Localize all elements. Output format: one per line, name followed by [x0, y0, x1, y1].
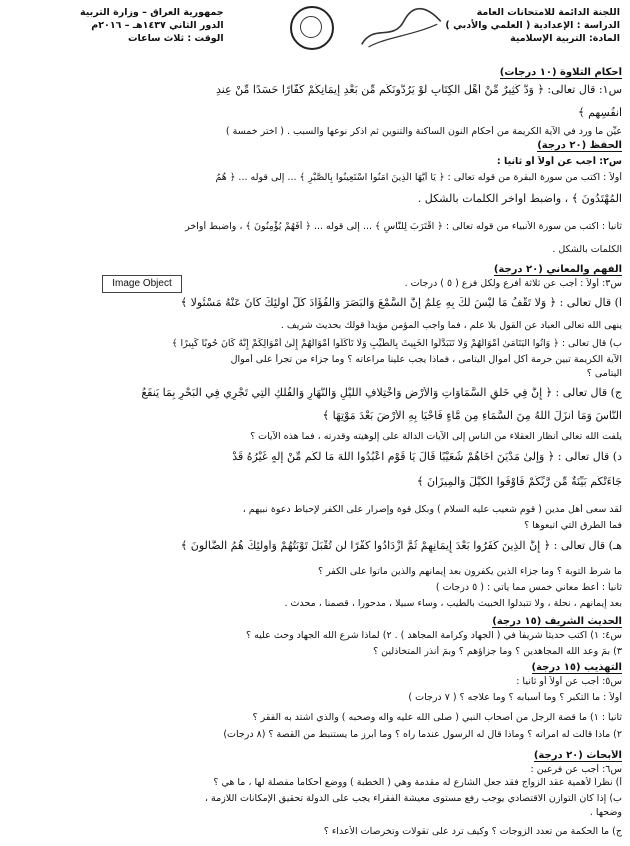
image-object-tooltip: Image Object [102, 275, 182, 293]
question-line: أ) قال تعالى : ﴿ وَلَا تَقْفُ مَا لَيْسَ لَكَ بِهِ عِلْمٌ إِنَّ السَّمْعَ وَالْبَصَرَ وَالْفُؤَادَ كُلُّ أُولَٰئِكَ كَانَ عَنْهُ مَسْئُولًا ﴾ [180, 296, 622, 309]
question-line: س٢: أجب عن أولاً أو ثانياً : [496, 156, 622, 168]
question-line: ثانياً : اكتب من سورة الأنبياء من قوله تعالى : ﴿ اقْتَرَبَ لِلنَّاسِ ﴾ ... إلى قوله ... ﴿ أَفَهُمْ يُؤْمِنُونَ ﴾ ، واضبط أواخر [185, 220, 622, 232]
question-line: س٥: أجب عن أولاً أو ثانياً : [516, 676, 622, 688]
question-line: ج) ما الحكمة من تعدد الزوجات ؟ وكيف ترد على تقولات وتخرصات الأعداء ؟ [323, 825, 622, 837]
question-line: س٦: أجب عن فرعين : [530, 763, 622, 775]
section-heading-text: الأبحاث (٢٠ درجة) [533, 749, 622, 761]
ministry-seal-icon [290, 6, 334, 50]
question-line: يلفت الله تعالى أنظار العقلاء من الناس إلى الآيات الدالة على إلوهيته وقدرته ، فما هذه الآيات ؟ [250, 431, 622, 443]
question-line: جَاءَتْكُم بَيِّنَةٌ مِّن رَّبِّكُمْ فَأَوْفُوا الْكَيْلَ وَالْمِيزَانَ ﴾ [417, 476, 622, 488]
section-heading-text: الحفظ (٢٠ درجة) [537, 140, 622, 152]
header-ministry [80, 6, 224, 45]
question-line: فما الطرق التي اتبعوها ؟ [524, 519, 622, 531]
question-line: أَنفُسِهِم ﴾ [578, 106, 622, 119]
question-line: النَّاسَ وَمَا أَنزَلَ اللَّهُ مِنَ السَّمَاءِ مِن مَّاءٍ فَأَحْيَا بِهِ الْأَرْضَ بَعْدَ مَوْتِهَا ﴾ [322, 410, 622, 423]
section-heading [8, 750, 622, 763]
header-committee [445, 6, 620, 45]
question-line: أولاً : ما التكبر ؟ وما أسبابه ؟ وما علاجه ؟ ( ٧ درجات ) [408, 692, 622, 704]
question-line: ج) قال تعالى : ﴿ إِنَّ فِي خَلْقِ السَّمَاوَاتِ وَالْأَرْضِ وَاخْتِلَافِ اللَّيْلِ وَالنَّهَارِ وَالْفُلْكِ الَّتِي تَجْرِي فِي الْبَحْرِ بِمَا يَنفَعُ [141, 387, 622, 400]
header-line: اللجنة الدائمة للامتحانات العامة [476, 7, 620, 18]
question-line: لقد سعى أهل مدين ( قوم شعيب عليه السلام ) وبكل قوة وإصرار على الكفر لإحباط دعوة نبيهم ، [242, 503, 622, 515]
question-line: ينهى الله تعالى العباد عن القول بلا علم ، فما واجب المؤمن مؤيداً قولك بحديث شريف . [280, 319, 622, 331]
question-line: الآية الكريمة تبين حرمة أكل أموال اليتامى ، فماذا يجب علينا مراعاته ؟ وما جزاء من تجرأ على أموال [230, 354, 622, 366]
question-line: د) قال تعالى : ﴿ وَإِلَىٰ مَدْيَنَ أَخَاهُمْ شُعَيْبًا قَالَ يَا قَوْمِ اعْبُدُوا اللَّهَ مَا لَكُم مِّنْ إِلَٰهٍ غَيْرُهُ قَدْ [232, 450, 622, 463]
section-heading-text: الحديث الشريف (١٥ درجة) [492, 616, 622, 628]
stamp-scribble-icon [352, 1, 447, 53]
question-line: اليتامى ؟ [586, 367, 622, 379]
question-line: س١: قال تعالى: ﴿ وَدَّ كَثِيرٌ مِّنْ أَهْلِ الْكِتَابِ لَوْ يَرُدُّونَكُم مِّن بَعْدِ إِيمَانِكُمْ كُفَّارًا حَسَدًا مِّنْ عِندِ [215, 83, 622, 96]
question-line: ثانياً : أعط معاني خمس مما يأتي : ( ٥ درجات ) [435, 581, 622, 593]
question-line: الكلمات بالشكل . [552, 243, 622, 255]
question-line: ٣) بمَ وعد الله المجاهدين ؟ وما جزاؤهم ؟ وبمَ أنذر المتخاذلين ؟ [373, 646, 622, 658]
section-heading-text: الفهم والمعاني (٢٠ درجة) [493, 264, 622, 276]
question-line: عيِّن ما ورد في الآية الكريمة من أحكام النون الساكنة والتنوين ثم اذكر نوعها والسبب . ( اختر خمسة ) [225, 126, 622, 138]
section-heading [8, 140, 622, 153]
question-line: ما شرط التوبة ؟ وما جزاء الذين يكفرون بعد إيمانهم والذين ماتوا على الكفر ؟ [317, 565, 622, 577]
question-line: هـ) قال تعالى : ﴿ إِنَّ الَّذِينَ كَفَرُوا بَعْدَ إِيمَانِهِمْ ثُمَّ ازْدَادُوا كُفْرًا لَّن تُقْبَلَ تَوْبَتُهُمْ وَأُولَٰئِكَ هُمُ الضَّالُّونَ ﴾ [180, 540, 622, 553]
section-heading [8, 67, 622, 80]
section-heading [8, 662, 622, 675]
question-line: بعد إيمانهم ، نحلة ، ولا تتبدلوا الخبيث بالطيب ، وساء سبيلا ، مدحورا ، قصمنا ، محدث . [284, 597, 622, 609]
question-line: الْمُهْتَدُونَ ﴾ ، واضبط أواخر الكلمات بالشكل . [417, 193, 622, 206]
question-line: أولاً : اكتب من سورة البقرة من قوله تعالى : ﴿ يَا أَيُّهَا الَّذِينَ آمَنُوا اسْتَعِينُوا بِالصَّبْرِ ﴾ ... إلى قوله ... ﴿ هُمُ [215, 172, 622, 184]
header-line: الدور الثاني ١٤٣٧هـ – ٢٠١٦م [91, 20, 224, 31]
header-line: المادة: التربية الإسلامية [510, 33, 620, 44]
section-heading-text: التهذيب (١٥ درجة) [531, 662, 622, 674]
question-line: ب) قال تعالى : ﴿ وَآتُوا الْيَتَامَىٰ أَمْوَالَهُمْ وَلَا تَتَبَدَّلُوا الْخَبِيثَ بِالطَّيِّبِ وَلَا تَأْكُلُوا أَمْوَالَهُمْ إِلَىٰ أَمْوَالِكُمْ إِنَّهُ كَانَ حُوبًا كَبِيرًا ﴾ [171, 338, 622, 349]
second-round-stamp [352, 1, 447, 53]
header-line: الوقت : ثلاث ساعات [127, 33, 224, 44]
question-line: ب) إذا كان التوازن الاقتصادي يوجب رفع مستوى معيشة الفقراء يجب على الدولة تحقيق الإمكانات اللازمة ، [204, 793, 622, 805]
section-heading [8, 264, 622, 277]
section-heading [8, 616, 622, 629]
question-line: ٢) ماذا قالت له امرأته ؟ وماذا قال له الرسول عندما رآه ؟ وما أبرز ما يستنبط من القصة ؟ (٨ درجات) [223, 729, 622, 740]
question-line: أ) نظراً لأهمية عقد الزواج فقد جعل الشارع له مقدمة وهي ( الخطبة ) ووضع أحكاماً مفصلة لها ، ما هي ؟ [213, 777, 622, 789]
header-line: الدراسة : الإعدادية ( العلمي والأدبي ) [445, 20, 620, 31]
question-line: وضحها . [589, 807, 622, 819]
question-line: س٣: أولاً : أجب عن ثلاثة أفرع ولكل فرع ( ٥ ) درجات . [404, 278, 622, 290]
question-line: ثانياً : ١) ما قصة الرجل من أصحاب النبي ( صلى الله عليه وآله وصحبه ) والذي اشتد به الفقر ؟ [252, 711, 622, 723]
question-line: س٤: ١) اكتب حديثاً شريفاً في ( الجهاد وكرامة المجاهد ) . ٢) لماذا شرع الله الجهاد وحث عليه ؟ [246, 630, 622, 642]
section-heading-text: أحكام التلاوة (١٠ درجات) [499, 66, 622, 78]
header-line: جمهورية العراق – وزارة التربية [80, 7, 224, 18]
